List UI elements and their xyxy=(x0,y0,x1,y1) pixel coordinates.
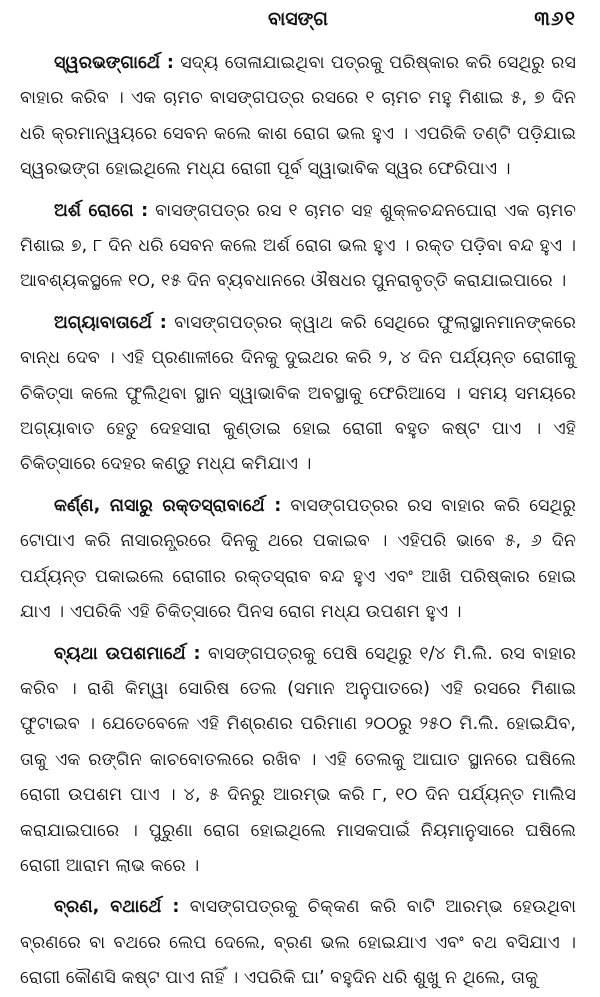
paragraph-text: ବାସଙ୍ଗପତ୍ରକୁ ଚିକ୍କଣ କରି ବାଟି ଆରମ୍ଭ ହେଉଥିବା ବ୍ରଣରେ ବା ବଥରେ ଲେପ ଦେଲେ, ବ୍ରଣ ଭଲ ହୋଇଯାଏ ଏବଂ ବଥ ବସିଯାଏ । ରୋଗୀ କୌଣସି କଷ୍ଟ ପାଏ ନାହିଁ । ଏପରିକି ଘା’ ବହୁଦିନ ଧରି ଶୁଖୁ ନ ଥିଲେ, ତାକୁ xyxy=(20,897,576,989)
paragraph-heading: ବ୍ୟଥା ଉପଶମାର୍ଥେ : xyxy=(54,643,201,664)
page-number: ୩୬୧ xyxy=(534,6,576,30)
paragraph-heading: ସ୍ୱରଭଙ୍ଗାର୍ଥେ : xyxy=(54,53,174,73)
paragraph-piles xyxy=(20,194,576,300)
paragraph-nose-bleed xyxy=(20,489,576,631)
running-title: ବାସଙ୍ଗ xyxy=(267,8,328,30)
paragraph-text: ବାସଙ୍ଗପତ୍ରକୁ ପେଷି ସେଥିରୁ ୧/୪ ମି.ଲି. ରସ ବାହାର କରିବ । ରାଶି କିମ୍ୱା ସୋରିଷ ତେଲ (ସମାନ ଅନୁପାତରେ) ଏହି ରସରେ ମିଶାଇ ଫୁଟାଇବ । ଯେତେବେଳେ ଏହି ମିଶ୍ରଣର ପରିମାଣ ୨୦୦ରୁ ୨୫୦ ମି.ଲି. ହୋଇଯିବ, ତାକୁ ଏକ ରଙ୍ଗିନ କାଚବୋତଲରେ ରଖିବ । ଏହି ତେଲକୁ ଆଘାତ ସ୍ଥାନରେ ଘଷିଲେ ରୋଗୀ ଉପଶମ ପାଏ । ୪, ୫ ଦିନରୁ ଆରମ୍ଭ କରି ୮, ୧୦ ଦିନ ପର୍ଯ୍ୟନ୍ତ ମାଲିସ କରାଯାଇପାରେ । ପୁରୁଣା ରୋଗ ହୋଇଥିଲେ ମାସକପାଇଁ ନିୟମାନୁସାରେ ଘଷିଲେ ରୋଗୀ ଆରାମ ଲାଭ କରେ । xyxy=(20,643,576,876)
paragraph-heading: ଅର୍ଶ ରୋଗେ : xyxy=(54,200,149,221)
paragraph-text: ସଦ୍ୟ ତୋଳାଯାଇଥିବା ପତ୍ରକୁ ପରିଷ୍କାର କରି ସେଥିରୁ ରସ ବାହାର କରିବ । ଏକ ଚାମଚ ବାସଙ୍ଗପତ୍ର ରସରେ ୧ ଚାମଚ ମହୁ ମିଶାଇ ୫, ୭ ଦିନ ଧରି କ୍ରମାନ୍ୱୟରେ ସେବନ କଲେ କାଶ ରୋଗ ଭଲ ହୁଏ । ଏପରିକି ତଣ୍ଟି ପଡ଼ିଯାଇ ସ୍ୱରଭଙ୍ଗ ହୋଇଥିଲେ ମଧ୍ଯ ରୋଗୀ ପୂର୍ବ ସ୍ୱାଭାବିକ ସ୍ୱର ଫେରିପାଏ । xyxy=(20,53,576,180)
paragraph-text: ବାସଙ୍ଗପତ୍ରର ରସ ବାହାର କରି ସେଥିରୁ ଟୋପାଏ କରି ନାସାରନ୍ଧ୍ରରେ ଦିନକୁ ଥରେ ପକାଇବ । ଏହିପରି ଭାବେ ୫, ୬ ଦିନ ପର୍ଯ୍ୟନ୍ତ ପକାଇଲେ ରୋଗୀର ରକ୍ତସ୍ରାବ ବନ୍ଦ ହୁଏ ଏବଂ ଆଖି ପରିଷ୍କାର ହୋଇ ଯାଏ । ଏପରିକି ଏହି ଚିକିତ୍ସାରେ ପିନସ ରୋଗ ମଧ୍ଯ ଉପଶମ ହୁଏ । xyxy=(20,495,576,623)
paragraph-heading: ଅଗ୍ୟାବାତାର୍ଥେ : xyxy=(54,312,167,333)
paragraph-heading: କର୍ଣ୍ଣ, ନାସାରୁ ରକ୍ତସ୍ରାବାର୍ଥେ : xyxy=(54,495,282,516)
paragraph-heading: ବ୍ରଣ, ବଥାର୍ଥେ : xyxy=(54,897,180,918)
paragraph-boils xyxy=(20,890,576,996)
paragraph-swelling xyxy=(20,306,576,483)
paragraph-text: ବାସଙ୍ଗପତ୍ରର କ୍ୱାଥ କରି ସେଥିରେ ଫୁଲାସ୍ଥାନମାନଙ୍କରେ ବାନ୍ଧ ଦେବ । ଏହି ପ୍ରଣାଳୀରେ ଦିନକୁ ଦୁଇଥର କରି ୨, ୪ ଦିନ ପର୍ଯ୍ୟନ୍ତ ରୋଗୀକୁ ଚିକିତ୍ସା କଲେ ଫୁଲିଥିବା ସ୍ଥାନ ସ୍ୱାଭାବିକ ଅବସ୍ଥାକୁ ଫେରିଆସେ । ସମୟ ସମୟରେ ଅଗ୍ୟାବାତ ହେତୁ ଦେହସାରା କୁଣ୍ଡାଇ ହୋଇ ରୋଗୀ ବହୁତ କଷ୍ଟ ପାଏ । ଏହି ଚିକିତ୍ସାରେ ଦେହର କଣ୍ଡୁ ମଧ୍ଯ କମିଯାଏ । xyxy=(20,312,576,475)
page-header xyxy=(20,0,576,46)
paragraph-voice-loss xyxy=(20,46,576,188)
paragraph-pain-relief xyxy=(20,637,576,885)
paragraph-text: ବାସଙ୍ଗପତ୍ର ରସ ୧ ଚାମଚ ସହ ଶୁକ୍ଳଚନ୍ଦନଘୋରା ଏକ ଚାମଚ ମିଶାଇ ୭, ୮ ଦିନ ଧରି ସେବନ କଲେ ଅର୍ଶ ରୋଗ ଭଲ ହୁଏ । ରକ୍ତ ପଡ଼ିବା ବନ୍ଦ ହୁଏ । ଆବଶ୍ୟକସ୍ଥଳେ ୧୦, ୧୫ ଦିନ ବ୍ୟବଧାନରେ ଔଷଧର ପୁନରାବୃତ୍ତି କରାଯାଇପାରେ । xyxy=(20,200,576,292)
